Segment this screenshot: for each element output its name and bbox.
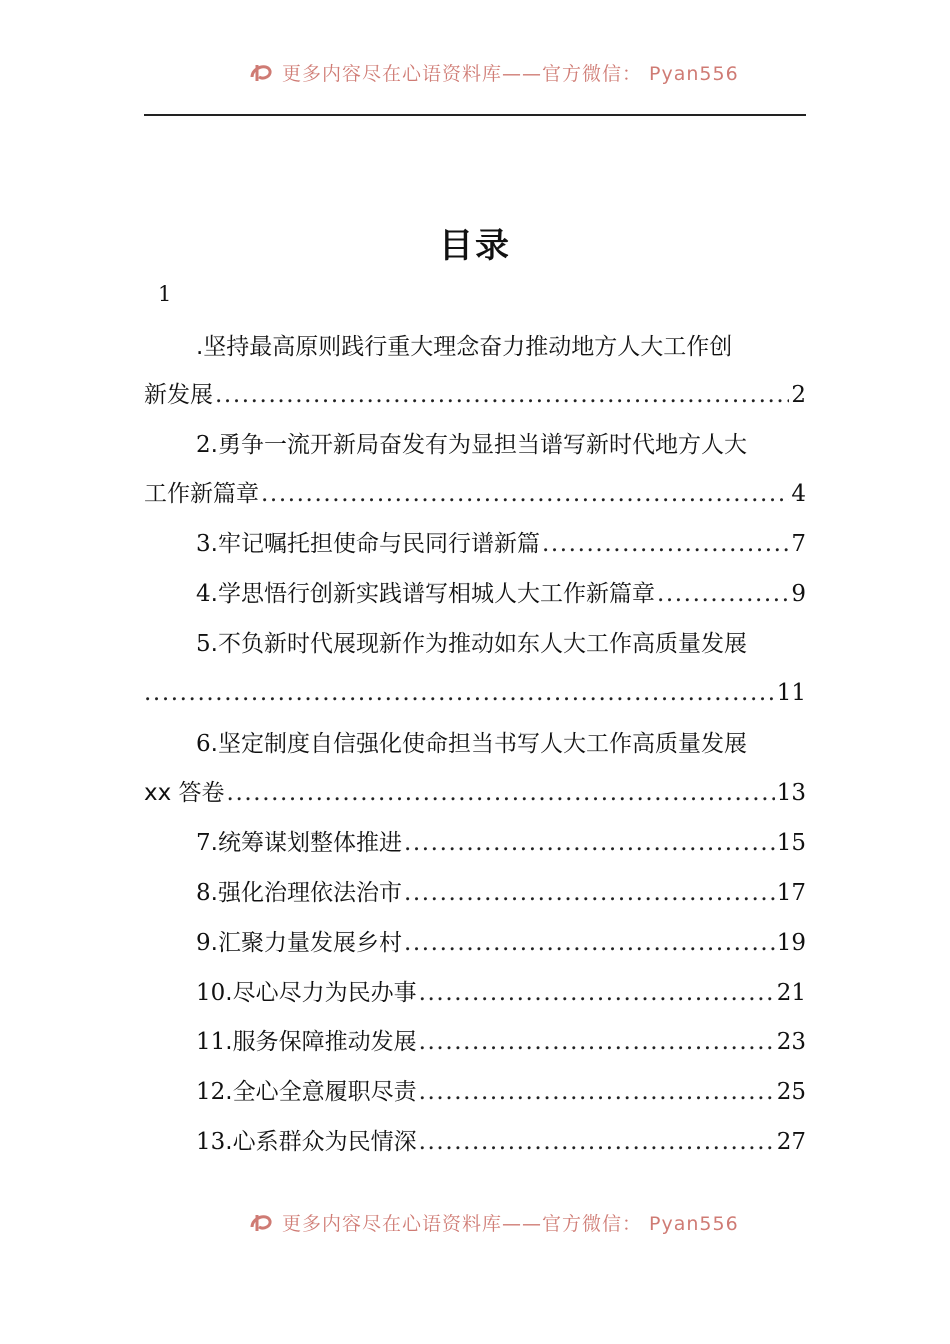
toc-page-number: 17 <box>776 880 806 906</box>
toc-entry-11[interactable] <box>196 1025 806 1059</box>
toc-page-number: 11 <box>776 680 806 706</box>
toc-entry-title: .尽心尽力为民办事 <box>225 980 417 1006</box>
toc-entry-number: 7 <box>196 830 211 856</box>
toc-entry-title: .不负新时代展现新作为推动如东人大工作高质量发展 <box>210 631 747 657</box>
toc-entry-number: 13 <box>196 1129 226 1155</box>
dot-leader <box>657 577 789 611</box>
toc-entry-title: .统筹谋划整体推进 <box>210 830 402 856</box>
toc-entry-5-line-1[interactable] <box>196 627 806 661</box>
toc-entry-number: 2 <box>196 432 211 458</box>
toc-entry-7[interactable] <box>196 826 806 860</box>
dot-leader <box>542 527 789 561</box>
toc-entry-6-line-2[interactable] <box>144 776 806 810</box>
footer-banner-text: 更多内容尽在心语资料库——官方微信： Pyan556 <box>282 1212 739 1235</box>
toc-page-number: 4 <box>791 481 806 507</box>
toc-entry-title: .勇争一流开新局奋发有为显担当谱写新时代地方人大 <box>210 432 747 458</box>
toc-page-number: 19 <box>776 930 806 956</box>
toc-page-number: 7 <box>791 531 806 557</box>
dot-leader <box>261 477 789 511</box>
dot-leader <box>404 876 775 910</box>
dot-leader <box>144 676 775 710</box>
header-banner <box>248 58 739 86</box>
toc-entry-title: .强化治理依法治市 <box>210 880 402 906</box>
toc-entry-title: .学思悟行创新实践谱写相城人大工作新篇章 <box>210 581 655 607</box>
dot-leader <box>404 926 775 960</box>
toc-entry-title: 工作新篇章 <box>144 481 259 507</box>
toc-page-number: 21 <box>776 980 806 1006</box>
dot-leader <box>215 378 789 412</box>
toc-entry-number: 4 <box>196 581 211 607</box>
toc-entry-title: .牢记嘱托担使命与民同行谱新篇 <box>210 531 540 557</box>
dot-leader <box>419 1025 775 1059</box>
toc-page-number: 23 <box>776 1029 806 1055</box>
toc-entry-2-line-1[interactable] <box>196 428 806 462</box>
toc-entry-title: .全心全意履职尽责 <box>225 1079 417 1105</box>
toc-entry-title: xx 答卷 <box>144 780 225 806</box>
swirl-logo-icon <box>248 59 274 85</box>
toc-entry-5-line-2[interactable] <box>144 676 806 710</box>
header-divider <box>144 114 806 116</box>
toc-entry-3[interactable] <box>196 527 806 561</box>
toc-entry-8[interactable] <box>196 876 806 910</box>
toc-page-number: 15 <box>776 830 806 856</box>
toc-entry-number: 11 <box>196 1029 226 1055</box>
list-number: 1 <box>158 282 172 306</box>
toc-entry-number: 10 <box>196 980 226 1006</box>
dot-leader <box>404 826 775 860</box>
toc-entry-10[interactable] <box>196 976 806 1010</box>
toc-entry-title: .坚定制度自信强化使命担当书写人大工作高质量发展 <box>210 731 747 757</box>
toc-entry-title: .心系群众为民情深 <box>225 1129 417 1155</box>
toc-entry-number: 9 <box>196 930 211 956</box>
footer-banner <box>248 1208 739 1236</box>
toc-entry-9[interactable] <box>196 926 806 960</box>
toc-entry-1-line-1[interactable] <box>196 330 806 364</box>
toc-page-number: 9 <box>791 581 806 607</box>
toc-page-number: 27 <box>776 1129 806 1155</box>
dot-leader <box>227 776 775 810</box>
toc-entry-12[interactable] <box>196 1075 806 1109</box>
dot-leader <box>419 1075 775 1109</box>
page-title: 目录 <box>439 226 511 266</box>
toc-entry-6-line-1[interactable] <box>196 727 806 761</box>
toc-entry-13[interactable] <box>196 1125 806 1159</box>
dot-leader <box>419 1125 775 1159</box>
toc-page-number: 13 <box>776 780 806 806</box>
toc-entry-number: 6 <box>196 731 211 757</box>
toc-page-number: 2 <box>791 382 806 408</box>
toc-entry-title: 新发展 <box>144 382 213 408</box>
toc-entry-number: 5 <box>196 631 211 657</box>
toc-entry-number: 8 <box>196 880 211 906</box>
header-banner-text: 更多内容尽在心语资料库——官方微信： Pyan556 <box>282 62 739 85</box>
toc-entry-number: 12 <box>196 1079 226 1105</box>
toc-entry-title: .坚持最高原则践行重大理念奋力推动地方人大工作创 <box>196 334 733 360</box>
toc-entry-title: .汇聚力量发展乡村 <box>210 930 402 956</box>
toc-page-number: 25 <box>776 1079 806 1105</box>
toc-entry-number: 3 <box>196 531 211 557</box>
toc-entry-4[interactable] <box>196 577 806 611</box>
toc-entry-2-line-2[interactable] <box>144 477 806 511</box>
toc-entry-1-line-2[interactable] <box>144 378 806 412</box>
dot-leader <box>419 976 775 1010</box>
swirl-logo-icon <box>248 1209 274 1235</box>
toc-entry-title: .服务保障推动发展 <box>225 1029 417 1055</box>
